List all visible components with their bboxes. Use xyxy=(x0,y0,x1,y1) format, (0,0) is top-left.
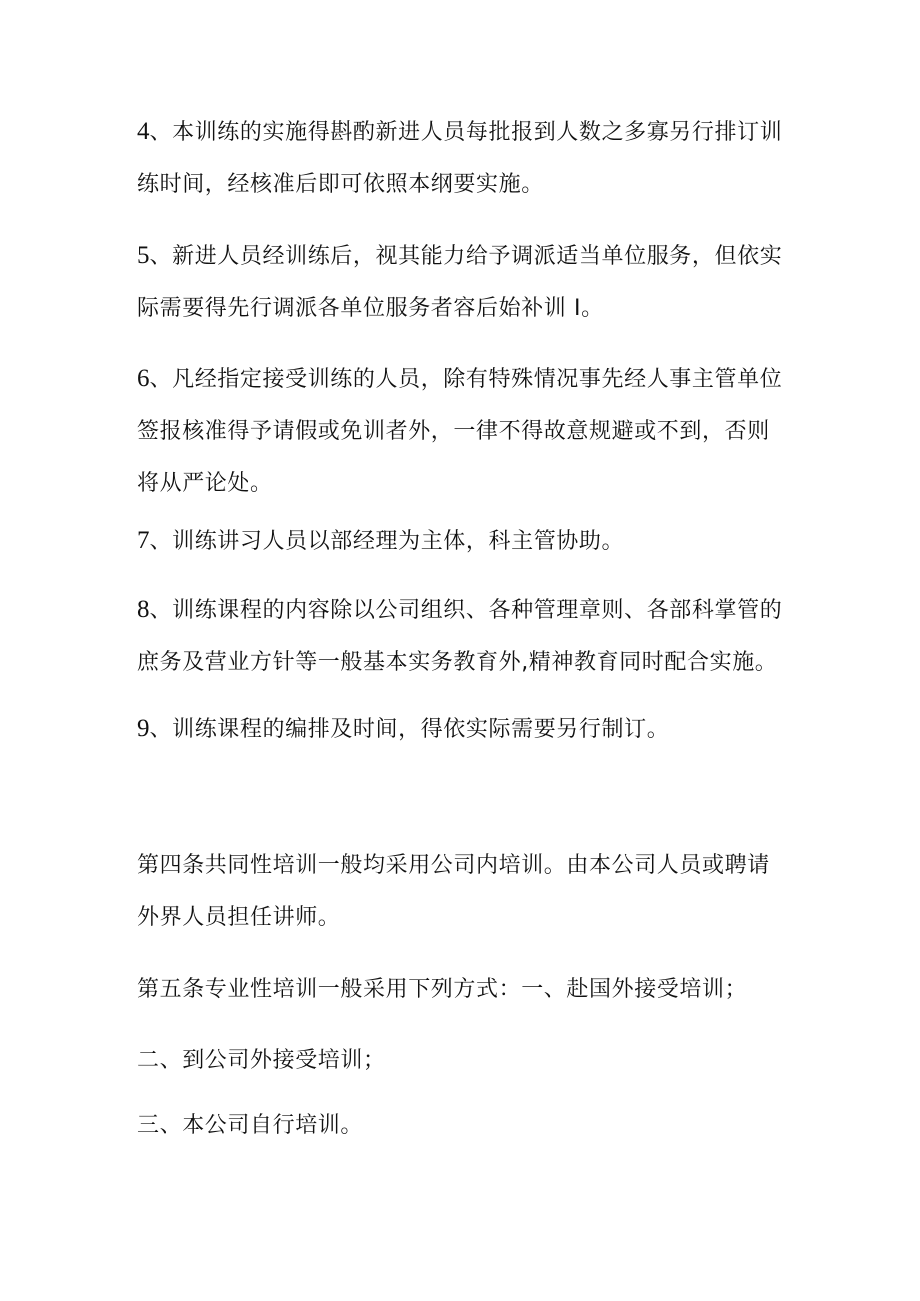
item-text: 、训练课程的编排及时间，得依实际需要另行制订。 xyxy=(149,717,670,742)
item-text: 、训练讲习人员以部经理为主体，科主管协助。 xyxy=(149,529,625,554)
article-5-line-3: 三、本公司自行培训。 xyxy=(137,1113,364,1138)
item-text: 、本训练的实施得斟酌新进人员每批报到人数之多寡另行排订训练时间，经核准后即可依照本纲要实施。 xyxy=(137,120,783,197)
item-4-paragraph xyxy=(137,106,787,211)
item-text: 、新进人员经训练后，视其能力给予调派适当单位服务，但依实际需要得先行调派各单位服务者容后始补训 I。 xyxy=(137,244,783,321)
item-number: 7 xyxy=(137,527,150,554)
item-text: 、凡经指定接受训练的人员，除有特殊情况事先经人事主管单位签报核准得予请假或免训者外，一律不得故意规避或不到，否则将从严论处。 xyxy=(137,367,783,496)
item-text: 、训练课程的内容除以公司组织、各种管理章则、各部科掌管的庶务及营业方针等一般基本实务教育外,精神教育同时配合实施。 xyxy=(137,598,783,675)
item-number: 5 xyxy=(137,242,150,269)
item-number: 8 xyxy=(137,596,150,623)
article-4-paragraph: 第四条共同性培训一般均采用公司内培训。由本公司人员或聘请外界人员担任讲师。 xyxy=(137,853,770,930)
article-5-line-2: 二、到公司外接受培训； xyxy=(137,1048,386,1073)
item-number: 4 xyxy=(137,118,150,145)
item-6-paragraph xyxy=(137,353,787,510)
item-7-paragraph xyxy=(137,515,787,568)
item-5-paragraph xyxy=(137,230,787,335)
item-9-paragraph xyxy=(137,703,787,756)
item-number: 9 xyxy=(137,715,150,742)
item-8-paragraph xyxy=(137,584,787,689)
article-5-paragraph: 第五条专业性培训一般采用下列方式：一、赴国外接受培训； xyxy=(137,977,748,1002)
item-number: 6 xyxy=(137,365,150,392)
